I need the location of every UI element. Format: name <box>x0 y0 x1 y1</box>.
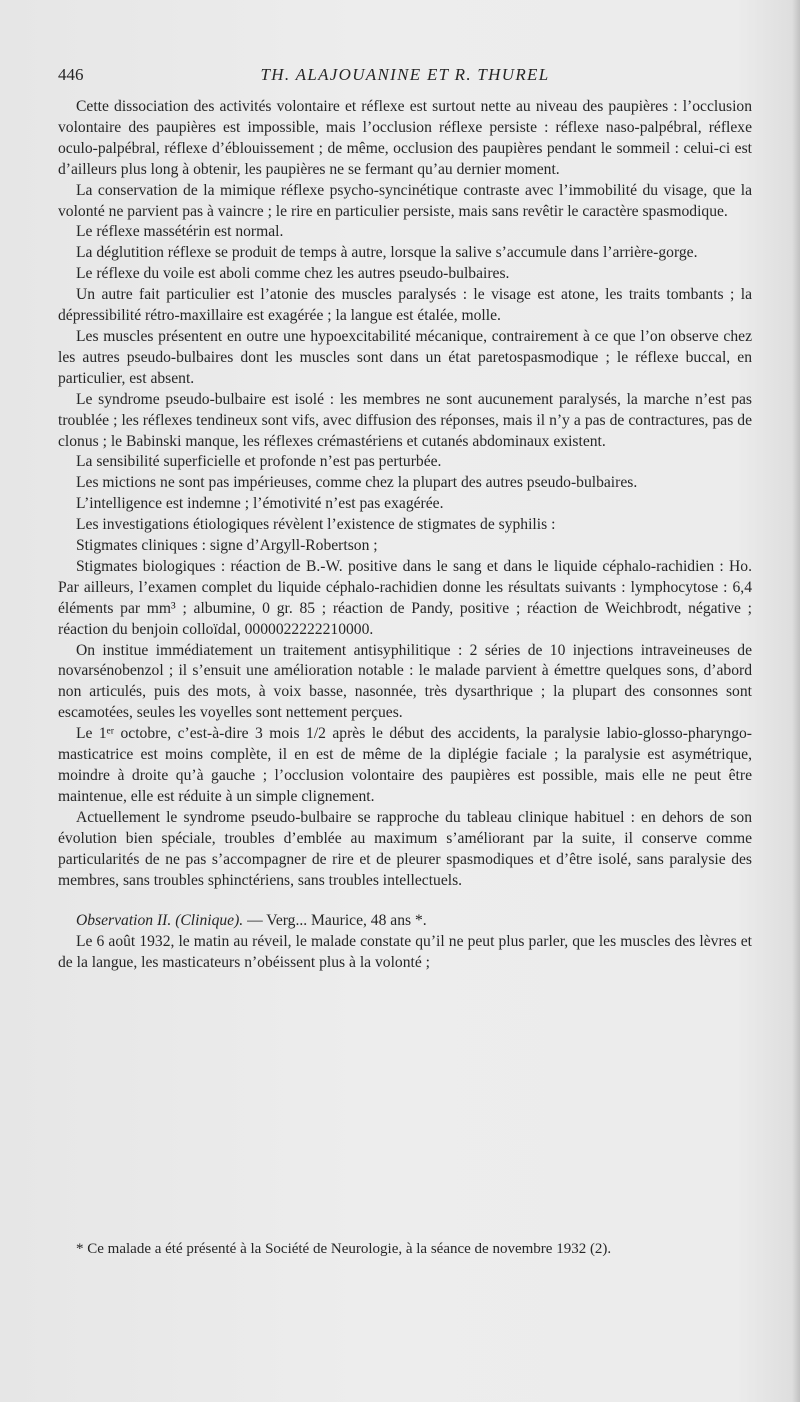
paragraph: Stigmates cliniques : signe d’Argyll-Robertson ; <box>76 537 378 555</box>
paragraph: Le réflexe du voile est aboli comme chez les autres pseudo-bulbaires. <box>76 265 510 283</box>
paragraph: La conservation de la mimique réflexe psycho-syncinétique contraste avec l’immobilité du visage, que la volonté ne parvient pas à vaincre ; le rire en particulier persiste, mais sans revêtir le caractère spasmodique. <box>58 181 752 220</box>
paragraph: La déglutition réflexe se produit de temps à autre, lorsque la salive s’accumule dans l’arrière-gorge. <box>76 244 698 262</box>
paragraph: Un autre fait particulier est l’atonie des muscles paralysés : le visage est atone, les traits tombants ; la dépressibilité rétro-maxillaire est exagérée ; la langue est étalée, molle. <box>58 286 752 325</box>
observation-text: Le 6 août 1932, le matin au réveil, le malade constate qu’il ne peut plus parler, que les muscles des lèvres et de la langue, les masticateurs n’obéissent plus à la volonté ; <box>58 933 752 972</box>
paragraph: Cette dissociation des activités volontaire et réflexe est surtout nette au niveau des paupières : l’occlusion volontaire des paupières est impossible, mais l’occlusion réflexe persiste : réflexe naso-palpébral, réflexe oculo-palpébral, réflexe d’éblouissement ; de même, occlusion des paupières pendant le sommeil : celui-ci est d’ailleurs plus long à obtenir, les paupières ne se fermant qu’au dernier moment. <box>58 98 752 178</box>
paragraph: La sensibilité superficielle et profonde n’est pas perturbée. <box>76 453 442 471</box>
observation-title: Observation II. <box>76 912 172 930</box>
paragraph: On institue immédiatement un traitement antisyphilitique : 2 séries de 10 injections intraveineuses de novarsénobenzol ; il s’ensuit une amélioration notable : le malade parvient à émettre quelques sons, d’abord non articulés, puis des mots, à voix basse, nasonnée, très dysarthrique ; la plupart des consonnes sont escamotées, seules les voyelles sont nettement perçues. <box>58 641 752 722</box>
paragraph: Le 1ᵉʳ octobre, c’est-à-dire 3 mois 1/2 après le début des accidents, la paralysie labio-glosso-pharyngo-masticatrice est moins complète, il en est de même de la diplégie faciale ; la paralysie est asymétrique, moindre à droite qu’à gauche ; l’occlusion volontaire des paupières est possible, mais elle ne peut être maintenue, elle est réduite à un simple clignement. <box>58 725 752 805</box>
running-title: TH. ALAJOUANINE ET R. THUREL <box>260 65 550 84</box>
page-number: 446 <box>58 65 84 84</box>
paragraph: L’intelligence est indemne ; l’émotivité n’est pas exagérée. <box>76 495 444 513</box>
paragraph: Le syndrome pseudo-bulbaire est isolé : les membres ne sont aucunement paralysés, la marche n’est pas troublée ; les réflexes tendineux sont vifs, avec diffusion des réponses, mais il n’y a pas de contractures, pas de clonus ; le Babinski manque, les réflexes crémastériens et cutanés abdominaux existent. <box>58 390 752 450</box>
footnote: * Ce malade a été présenté à la Société de Neurologie, à la séance de novembre 1932 (2). <box>76 1241 612 1257</box>
paragraph: Stigmates biologiques : réaction de B.-W. positive dans le sang et dans le liquide céphalo-rachidien : Ho. Par ailleurs, l’examen complet du liquide céphalo-rachidien donne les résultats suivants : lymphocytose : 6,4 éléments par mm³ ; albumine, 0 gr. 85 ; réaction de Pandy, positive ; réaction de Weichbrodt, négative ; réaction du benjoin colloïdal, 0000022222210000. <box>58 557 752 638</box>
observation-heading-rest: — Verg... Maurice, 48 ans *. <box>243 912 427 930</box>
observation-heading <box>58 911 752 932</box>
paragraph: Les mictions ne sont pas impérieuses, comme chez la plupart des autres pseudo-bulbaires. <box>76 474 638 492</box>
paragraph: Les muscles présentent en outre une hypoexcitabilité mécanique, contrairement à ce que l’on observe chez les autres pseudo-bulbaires dont les muscles sont dans un état paretospasmodique ; le réflexe buccal, en particulier, est absent. <box>58 327 752 387</box>
body-text <box>58 97 752 974</box>
observation-source: (Clinique). <box>175 912 244 930</box>
paragraph: Les investigations étiologiques révèlent l’existence de stigmates de syphilis : <box>76 516 556 534</box>
page-header <box>58 62 752 88</box>
paragraph: Actuellement le syndrome pseudo-bulbaire se rapproche du tableau clinique habituel : en dehors de son évolution bien spéciale, troubles d’emblée au maximum s’améliorant par la suite, il conserve comme particularités de ne pas s’accompagner de rire et de pleurer spasmodiques et d’être isolé, sans paralysie des membres, sans troubles sphinctériens, sans troubles intellectuels. <box>58 808 752 889</box>
paragraph: Le réflexe massétérin est normal. <box>76 223 284 241</box>
page-edge-shadow <box>792 0 800 1402</box>
